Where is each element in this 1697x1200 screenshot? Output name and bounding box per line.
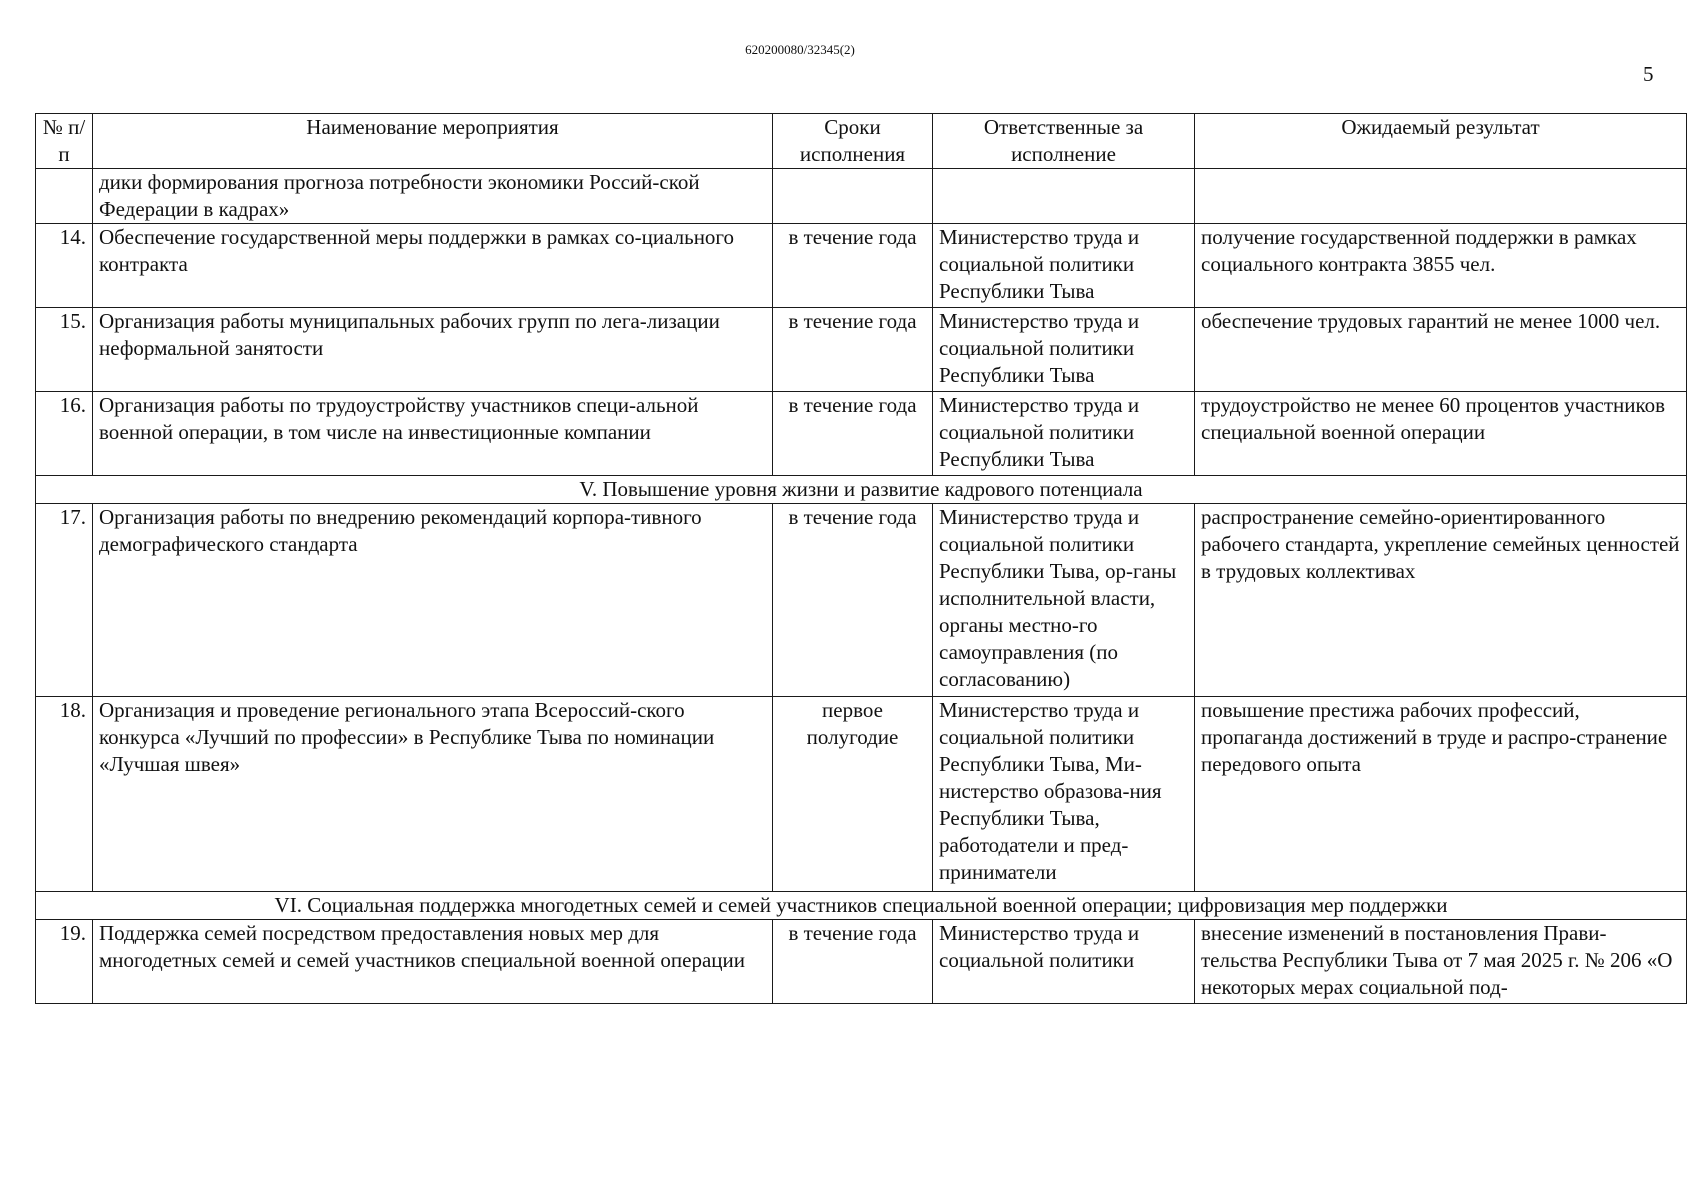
header-result: Ожидаемый результат	[1195, 114, 1687, 169]
table-row	[36, 392, 1687, 476]
table-row	[36, 224, 1687, 308]
table-row	[36, 504, 1687, 697]
cell-name: Организация работы по трудоустройству участников специ-альной военной операции, в том числе на инвестиционные компании	[93, 392, 773, 476]
cell-term	[773, 169, 933, 224]
table-row	[36, 920, 1687, 1004]
cell-result: получение государственной поддержки в рамках социального контракта 3855 чел.	[1195, 224, 1687, 308]
header-no: № п/п	[36, 114, 93, 169]
section-title-v: V. Повышение уровня жизни и развитие кадрового потенциала	[36, 476, 1687, 504]
page-number: 5	[1643, 62, 1654, 86]
cell-result: обеспечение трудовых гарантий не менее 1000 чел.	[1195, 308, 1687, 392]
cell-name: Поддержка семей посредством предоставления новых мер для многодетных семей и семей участников специальной военной операции	[93, 920, 773, 1004]
cell-term: в течение года	[773, 392, 933, 476]
cell-result	[1195, 169, 1687, 224]
measures-table	[35, 113, 1687, 1004]
header-term: Сроки исполнения	[773, 114, 933, 169]
cell-no: 19.	[36, 920, 93, 1004]
cell-name: дики формирования прогноза потребности экономики Россий-ской Федерации в кадрах»	[93, 169, 773, 224]
cell-name: Организация работы муниципальных рабочих групп по лега-лизации неформальной занятости	[93, 308, 773, 392]
cell-term: в течение года	[773, 224, 933, 308]
cell-no: 16.	[36, 392, 93, 476]
header-responsible: Ответственные за исполнение	[933, 114, 1195, 169]
cell-responsible: Министерство труда и социальной политики Республики Тыва	[933, 224, 1195, 308]
cell-no: 17.	[36, 504, 93, 697]
cell-name: Организация и проведение регионального этапа Всероссий-ского конкурса «Лучший по профессии» в Республике Тыва по номинации «Лучшая швея»	[93, 697, 773, 892]
cell-term: в течение года	[773, 504, 933, 697]
table-row	[36, 169, 1687, 224]
section-title-vi: VI. Социальная поддержка многодетных семей и семей участников специальной военной операции; цифровизация мер поддержки	[36, 892, 1687, 920]
cell-responsible: Министерство труда и социальной политики Республики Тыва	[933, 392, 1195, 476]
cell-no: 18.	[36, 697, 93, 892]
cell-responsible: Министерство труда и социальной политики Республики Тыва	[933, 308, 1195, 392]
header-name: Наименование мероприятия	[93, 114, 773, 169]
cell-responsible: Министерство труда и социальной политики Республики Тыва, Ми-нистерство образова-ния Республики Тыва, работодатели и пред-приниматели	[933, 697, 1195, 892]
cell-no: 14.	[36, 224, 93, 308]
document-id: 620200080/32345(2)	[745, 42, 855, 57]
cell-result: внесение изменений в постановления Прави-тельства Республики Тыва от 7 мая 2025 г. № 206 «О некоторых мерах социальной под-	[1195, 920, 1687, 1004]
cell-result: трудоустройство не менее 60 процентов участников специальной военной операции	[1195, 392, 1687, 476]
cell-result: повышение престижа рабочих профессий, пропаганда достижений в труде и распро-странение передового опыта	[1195, 697, 1687, 892]
cell-term: первое полугодие	[773, 697, 933, 892]
cell-no: 15.	[36, 308, 93, 392]
table-header	[36, 114, 1687, 169]
cell-term: в течение года	[773, 308, 933, 392]
cell-term: в течение года	[773, 920, 933, 1004]
cell-no	[36, 169, 93, 224]
cell-responsible: Министерство труда и социальной политики Республики Тыва, ор-ганы исполнительной власти, органы местно-го самоуправления (по согласованию)	[933, 504, 1195, 697]
section-row	[36, 892, 1687, 920]
cell-name: Организация работы по внедрению рекомендаций корпора-тивного демографического стандарта	[93, 504, 773, 697]
cell-result: распространение семейно-ориентированного рабочего стандарта, укрепление семейных ценностей в трудовых коллективах	[1195, 504, 1687, 697]
cell-responsible	[933, 169, 1195, 224]
cell-responsible: Министерство труда и социальной политики	[933, 920, 1195, 1004]
table-row	[36, 697, 1687, 892]
table-row	[36, 308, 1687, 392]
cell-name: Обеспечение государственной меры поддержки в рамках со-циального контракта	[93, 224, 773, 308]
section-row	[36, 476, 1687, 504]
